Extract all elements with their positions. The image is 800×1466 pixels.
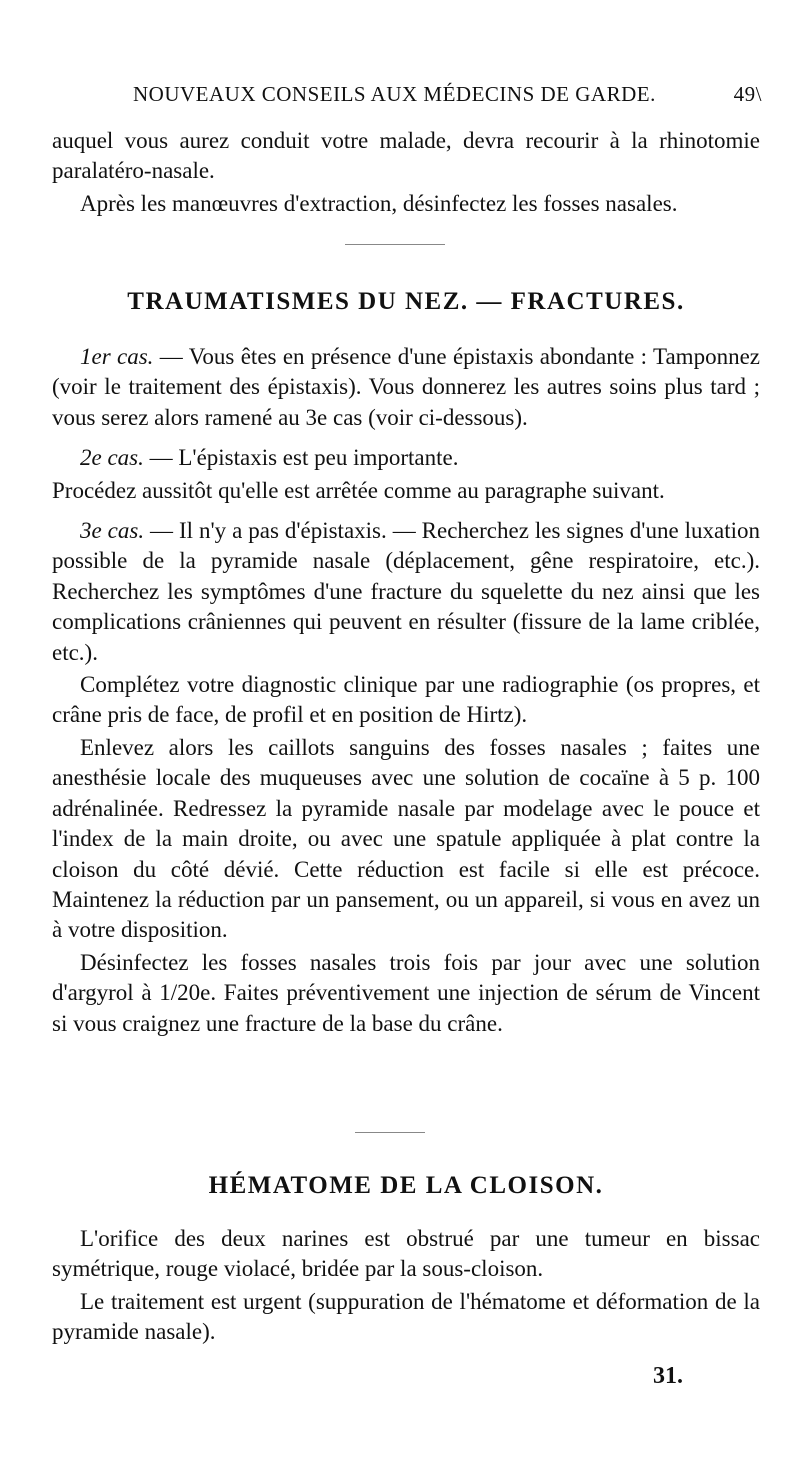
intro-text (52, 126, 760, 219)
case-1-label: 1er cas. (80, 344, 154, 369)
separator-rule-2 (355, 1132, 425, 1133)
running-title: NOUVEAUX CONSEILS AUX MÉDECINS DE GARDE. (133, 82, 656, 106)
case-3-label: 3e cas. (80, 518, 145, 544)
case-3-text: — Il n'y a pas d'épistaxis. — Recherchez les signes d'une luxation possible de la pyramide nasale (déplacement, gêne respiratoire, etc.). Recherchez les symptômes d'une fracture du squelette du nez ainsi que les complications crâniennes qui peuvent en résulter (fissure de la lame criblée, etc.). (52, 518, 760, 665)
reduction-paragraph: Enlevez alors les caillots sanguins des fosses nasales ; faites une anesthésie locale des muqueuses avec une solution de cocaïne à 5 p. 100 adrénalinée. Redressez la pyramide nasale par modelage avec le pouce et l'index de la main droite, ou avec une spatule appliquée à plat contre la cloison du côté dévié. Cette réduction est facile si elle est précoce. Maintenez la réduction par un pansement, ou un appareil, si vous en avez un à votre disposition. (52, 734, 760, 943)
section2-text (52, 1224, 760, 1348)
section-title-hematome: HÉMATOME DE LA CLOISON. (208, 1172, 604, 1199)
case-2-label: 2e cas. (80, 445, 144, 471)
diagnostic-paragraph: Complétez votre diagnostic clinique par une radiographie (os propres, et crâne pris de face, de profil et en position de Hirtz). (52, 672, 760, 728)
intro-paragraph-2: Après les manœuvres d'extraction, désinfectez les fosses nasales. (80, 190, 678, 216)
case-1-paragraph (52, 342, 760, 433)
case-2-text: — L'épistaxis est peu importante. (143, 445, 459, 471)
case-3-paragraph (52, 516, 760, 668)
disinfection-paragraph: Désinfectez les fosses nasales trois fois par jour avec une solution d'argyrol à 1/20e. Faites préventivement une injection de sérum de Vincent si vous craignez une fracture de la base du crâne. (52, 949, 760, 1036)
intro-paragraph-1: auquel vous aurez conduit votre malade, devra recourir à la rhinotomie paralatéro-nasale. (52, 128, 760, 184)
hematome-paragraph-1: L'orifice des deux narines est obstrué par une tumeur en bissac symétrique, rouge violacé, bridée par la sous-cloison. (52, 1226, 760, 1282)
page-number: 49\ (733, 82, 762, 106)
signature-mark: 31. (653, 1363, 683, 1389)
case-2-followup: Procédez aussitôt qu'elle est arrêtée comme au paragraphe suivant. (52, 477, 665, 503)
hematome-paragraph-2: Le traitement est urgent (suppuration de l'hématome et déformation de la pyramide nasale). (52, 1288, 760, 1345)
section-title-traumatismes: TRAUMATISMES DU NEZ. — FRACTURES. (127, 288, 685, 315)
separator-rule-1 (345, 244, 445, 245)
case-1-text: — Vous êtes en présence d'une épistaxis abondante : Tamponnez (voir le traitement des épistaxis). Vous donnerez les autres soins plus tard ; vous serez alors ramené au 3e cas (voir ci-dessous). (52, 344, 760, 430)
section1-text (52, 342, 760, 1039)
case-2-paragraph (52, 443, 760, 473)
